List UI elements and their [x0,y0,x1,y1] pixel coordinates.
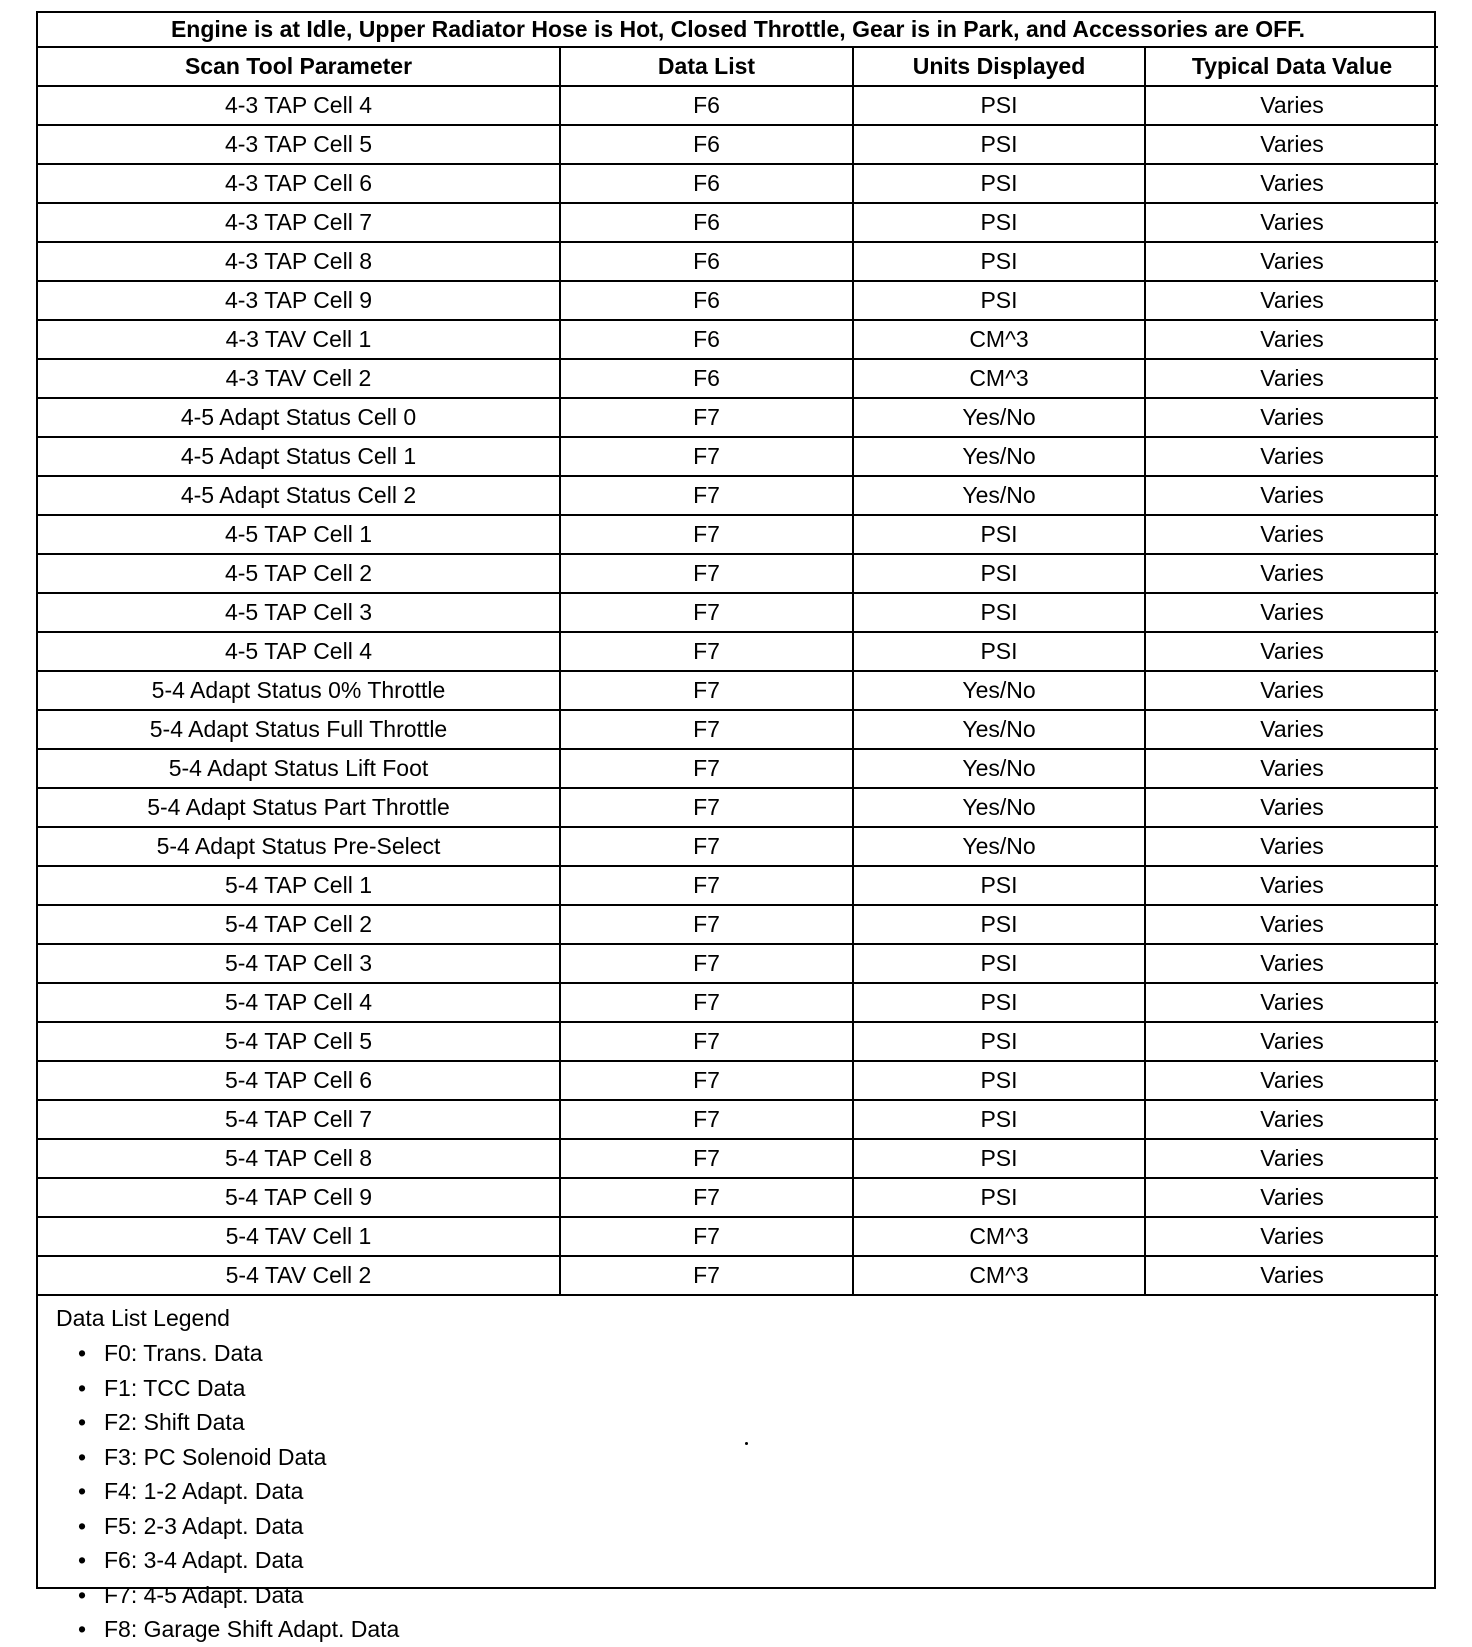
header-data-list: Data List [560,47,853,86]
table-row [38,944,1438,983]
parameter-cell: 5-4 TAP Cell 9 [38,1178,560,1217]
table-row [38,242,1438,281]
legend-item: • F0: Trans. Data [78,1336,1434,1371]
parameter-cell: 5-4 TAV Cell 2 [38,1256,560,1295]
table-row [38,788,1438,827]
data-list-cell: F7 [560,554,853,593]
legend-item: • F8: Garage Shift Adapt. Data [78,1612,1434,1647]
parameter-cell: 4-5 Adapt Status Cell 1 [38,437,560,476]
units-cell: PSI [853,125,1145,164]
table-row [38,125,1438,164]
data-list-cell: F7 [560,710,853,749]
legend-item: • F4: 1-2 Adapt. Data [78,1474,1434,1509]
parameter-cell: 4-3 TAV Cell 1 [38,320,560,359]
units-cell: PSI [853,1139,1145,1178]
parameter-cell: 4-5 Adapt Status Cell 0 [38,398,560,437]
data-list-cell: F7 [560,1217,853,1256]
parameter-cell: 5-4 TAP Cell 8 [38,1139,560,1178]
units-cell: PSI [853,944,1145,983]
typical-value-cell: Varies [1145,983,1438,1022]
table-row [38,359,1438,398]
parameter-cell: 4-3 TAP Cell 6 [38,164,560,203]
units-cell: PSI [853,1100,1145,1139]
data-list-cell: F6 [560,125,853,164]
table-row [38,1100,1438,1139]
units-cell: PSI [853,554,1145,593]
data-list-cell: F7 [560,437,853,476]
data-list-legend [38,1296,1434,1647]
table-row [38,1256,1438,1295]
table-row [38,1178,1438,1217]
parameter-cell: 4-3 TAP Cell 8 [38,242,560,281]
legend-item: • F2: Shift Data [78,1405,1434,1440]
typical-value-cell: Varies [1145,515,1438,554]
typical-value-cell: Varies [1145,476,1438,515]
table-row [38,203,1438,242]
legend-item: • F1: TCC Data [78,1371,1434,1406]
data-list-cell: F7 [560,476,853,515]
data-list-cell: F6 [560,203,853,242]
data-list-cell: F6 [560,164,853,203]
data-list-cell: F6 [560,86,853,125]
table-row [38,398,1438,437]
parameter-cell: 5-4 TAP Cell 3 [38,944,560,983]
table-row [38,749,1438,788]
units-cell: PSI [853,164,1145,203]
parameter-cell: 4-3 TAP Cell 7 [38,203,560,242]
typical-value-cell: Varies [1145,203,1438,242]
header-units-displayed: Units Displayed [853,47,1145,86]
parameter-cell: 5-4 TAP Cell 5 [38,1022,560,1061]
parameter-cell: 5-4 Adapt Status Pre-Select [38,827,560,866]
typical-value-cell: Varies [1145,1022,1438,1061]
parameter-cell: 5-4 Adapt Status Lift Foot [38,749,560,788]
parameter-cell: 5-4 Adapt Status Full Throttle [38,710,560,749]
typical-value-cell: Varies [1145,944,1438,983]
units-cell: Yes/No [853,476,1145,515]
units-cell: PSI [853,203,1145,242]
caption-row [38,13,1438,47]
data-list-cell: F7 [560,1256,853,1295]
units-cell: PSI [853,1022,1145,1061]
typical-value-cell: Varies [1145,866,1438,905]
units-cell: PSI [853,1061,1145,1100]
units-cell: Yes/No [853,788,1145,827]
parameter-cell: 5-4 TAP Cell 2 [38,905,560,944]
units-cell: Yes/No [853,398,1145,437]
units-cell: CM^3 [853,359,1145,398]
typical-value-cell: Varies [1145,242,1438,281]
table-row [38,281,1438,320]
data-list-cell: F7 [560,632,853,671]
data-table-sheet [36,11,1436,1642]
data-list-cell: F7 [560,827,853,866]
legend-item: • F3: PC Solenoid Data [78,1440,1434,1475]
units-cell: PSI [853,1178,1145,1217]
typical-value-cell: Varies [1145,1178,1438,1217]
parameter-cell: 4-3 TAP Cell 5 [38,125,560,164]
data-list-cell: F7 [560,983,853,1022]
table-row [38,593,1438,632]
units-cell: Yes/No [853,671,1145,710]
units-cell: CM^3 [853,1256,1145,1295]
units-cell: CM^3 [853,320,1145,359]
parameter-cell: 4-5 TAP Cell 1 [38,515,560,554]
table-row [38,1217,1438,1256]
legend-list [56,1336,1434,1647]
header-scan-tool-parameter: Scan Tool Parameter [38,47,560,86]
data-list-cell: F7 [560,905,853,944]
typical-value-cell: Varies [1145,827,1438,866]
parameter-cell: 5-4 TAP Cell 4 [38,983,560,1022]
legend-item: • F6: 3-4 Adapt. Data [78,1543,1434,1578]
units-cell: PSI [853,515,1145,554]
typical-value-cell: Varies [1145,281,1438,320]
data-list-cell: F7 [560,671,853,710]
typical-value-cell: Varies [1145,1061,1438,1100]
typical-value-cell: Varies [1145,593,1438,632]
typical-value-cell: Varies [1145,788,1438,827]
parameter-cell: 4-3 TAP Cell 9 [38,281,560,320]
table-row [38,1022,1438,1061]
units-cell: PSI [853,242,1145,281]
units-cell: Yes/No [853,827,1145,866]
units-cell: PSI [853,281,1145,320]
table-row [38,476,1438,515]
typical-value-cell: Varies [1145,1217,1438,1256]
table-row [38,1061,1438,1100]
data-list-cell: F7 [560,1061,853,1100]
table-row [38,710,1438,749]
typical-value-cell: Varies [1145,671,1438,710]
typical-value-cell: Varies [1145,1100,1438,1139]
units-cell: PSI [853,905,1145,944]
data-list-cell: F7 [560,1022,853,1061]
data-list-cell: F7 [560,866,853,905]
data-list-cell: F7 [560,788,853,827]
typical-value-cell: Varies [1145,710,1438,749]
stray-dot-mark [745,1442,748,1445]
data-list-cell: F7 [560,749,853,788]
legend-item: • F5: 2-3 Adapt. Data [78,1509,1434,1544]
table-row [38,86,1438,125]
data-list-cell: F7 [560,1139,853,1178]
typical-value-cell: Varies [1145,905,1438,944]
parameter-cell: 4-3 TAP Cell 4 [38,86,560,125]
parameter-cell: 4-5 TAP Cell 4 [38,632,560,671]
data-list-cell: F7 [560,515,853,554]
table-row [38,515,1438,554]
units-cell: PSI [853,593,1145,632]
data-list-cell: F6 [560,281,853,320]
units-cell: PSI [853,632,1145,671]
parameter-cell: 5-4 Adapt Status 0% Throttle [38,671,560,710]
header-typical-data-value: Typical Data Value [1145,47,1438,86]
table-row [38,1139,1438,1178]
legend-title: Data List Legend [56,1305,230,1331]
parameter-cell: 5-4 TAV Cell 1 [38,1217,560,1256]
units-cell: PSI [853,86,1145,125]
parameter-cell: 4-5 Adapt Status Cell 2 [38,476,560,515]
typical-value-cell: Varies [1145,437,1438,476]
data-list-cell: F7 [560,593,853,632]
header-row [38,47,1438,86]
table-row [38,827,1438,866]
legend-item: • F7: 4-5 Adapt. Data [78,1578,1434,1613]
typical-value-cell: Varies [1145,632,1438,671]
table-caption: Engine is at Idle, Upper Radiator Hose is Hot, Closed Throttle, Gear is in Park, and Accessories are OFF. [38,13,1438,47]
typical-value-cell: Varies [1145,1139,1438,1178]
data-list-cell: F6 [560,320,853,359]
data-list-cell: F6 [560,242,853,281]
data-list-cell: F7 [560,1100,853,1139]
table-row [38,554,1438,593]
typical-value-cell: Varies [1145,359,1438,398]
table-row [38,164,1438,203]
table-row [38,983,1438,1022]
typical-value-cell: Varies [1145,1256,1438,1295]
typical-value-cell: Varies [1145,164,1438,203]
typical-value-cell: Varies [1145,125,1438,164]
typical-value-cell: Varies [1145,749,1438,788]
scan-tool-data-table [38,13,1438,1296]
data-list-cell: F6 [560,359,853,398]
table-row [38,905,1438,944]
parameter-cell: 5-4 Adapt Status Part Throttle [38,788,560,827]
units-cell: PSI [853,866,1145,905]
table-row [38,632,1438,671]
units-cell: Yes/No [853,437,1145,476]
typical-value-cell: Varies [1145,398,1438,437]
table-row [38,320,1438,359]
parameter-cell: 5-4 TAP Cell 6 [38,1061,560,1100]
parameter-cell: 4-3 TAV Cell 2 [38,359,560,398]
parameter-cell: 4-5 TAP Cell 3 [38,593,560,632]
typical-value-cell: Varies [1145,86,1438,125]
parameter-cell: 5-4 TAP Cell 7 [38,1100,560,1139]
table-row [38,437,1438,476]
units-cell: Yes/No [853,749,1145,788]
parameter-cell: 4-5 TAP Cell 2 [38,554,560,593]
units-cell: Yes/No [853,710,1145,749]
typical-value-cell: Varies [1145,320,1438,359]
typical-value-cell: Varies [1145,554,1438,593]
units-cell: CM^3 [853,1217,1145,1256]
data-list-cell: F7 [560,398,853,437]
data-list-cell: F7 [560,944,853,983]
parameter-cell: 5-4 TAP Cell 1 [38,866,560,905]
table-row [38,866,1438,905]
data-list-cell: F7 [560,1178,853,1217]
table-row [38,671,1438,710]
units-cell: PSI [853,983,1145,1022]
